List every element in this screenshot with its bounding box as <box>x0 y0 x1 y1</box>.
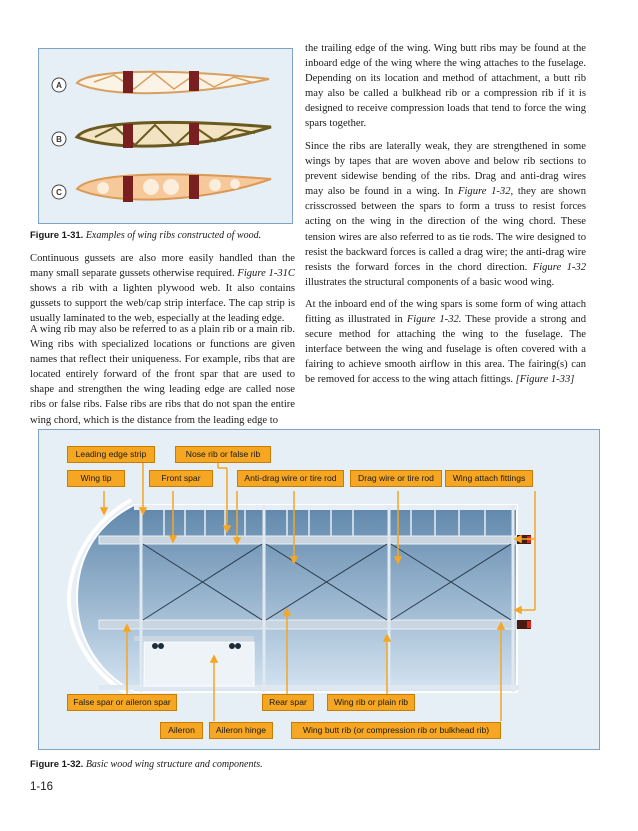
callout-wing-butt-rib: Wing butt rib (or compression rib or bulkhead rib) <box>291 722 501 739</box>
callout-rear-spar: Rear spar <box>262 694 314 711</box>
callout-false-spar: False spar or aileron spar <box>67 694 177 711</box>
rib-a-label: A <box>56 81 62 90</box>
figure-ref-1-32-a: Figure 1-32, <box>457 186 514 198</box>
callout-aileron: Aileron <box>160 722 203 739</box>
wing-planform <box>77 505 517 692</box>
rib-b <box>52 122 271 148</box>
figure-ref-1-33: [Figure 1-33] <box>515 374 575 386</box>
figure-ref-1-32-b: Figure 1-32 <box>532 261 586 273</box>
right-para2-text-a: Since the ribs are laterally weak, they are strengthened in some wings by tapes that are woven above and below rib sections to prevent sidewise bending of the ribs. Drag and anti-drag wires may also be found in a wing. In <box>305 141 586 198</box>
leading-edge-strip <box>134 505 517 510</box>
callout-drag-wire: Drag wire or tire rod <box>350 470 442 487</box>
figure-1-32-caption <box>30 758 430 771</box>
callout-wing-rib: Wing rib or plain rib <box>327 694 415 711</box>
right-paragraph-1: the trailing edge of the wing. Wing butt ribs may be found at the inboard edge of the wing where the wing attaches to the fuselage. Depending on its location and method of attachment, a butt rib may also be called a bulkhead rib or a compression rib if it is designed to receive compression loads that tend to force the wing spars together. <box>305 43 586 130</box>
figure-1-31-caption-label: Figure 1-31. <box>30 230 84 241</box>
figure-1-31 <box>38 48 293 224</box>
figure-1-32 <box>38 429 600 750</box>
false-spar <box>134 636 254 641</box>
right-para2-text-c: illustrates the structural components of a basic wood wing. <box>305 276 555 288</box>
figure-1-32-caption-text: Basic wood wing structure and components. <box>85 759 263 770</box>
right-para3-text-a: At the inboard end of the wing spars is some form of wing attach fitting as illustrated in <box>305 299 586 326</box>
callout-leading-edge-strip: Leading edge strip <box>67 446 155 463</box>
rib-b-label: B <box>56 135 62 144</box>
wing-attach-fittings <box>517 535 531 629</box>
rib-c-label: C <box>56 188 62 197</box>
rib-c <box>52 174 271 202</box>
left-paragraph-1 <box>30 251 295 326</box>
wing-ribs-illustration <box>39 49 292 223</box>
front-spar <box>99 536 519 544</box>
left-paragraph-2: A wing rib may also be referred to as a plain rib or a main rib. Wing ribs with specialized locations or functions are given names that reflect their uniqueness. For example, ribs that are located entirely forward of the front spar that are used to shape and strengthen the wing leading edge are called nose ribs or false ribs. False ribs are ribs that do not span the entire wing chord, which is the distance from the leading edge to <box>30 324 295 426</box>
right-paragraph-3 <box>305 297 586 388</box>
figure-1-31-caption <box>30 229 295 242</box>
callout-aileron-hinge: Aileron hinge <box>209 722 273 739</box>
figure-ref-1-32-c: Figure 1-32. <box>406 314 462 326</box>
figure-1-31-caption-text: Examples of wing ribs constructed of wood. <box>85 230 262 241</box>
left-para1-text-a: Continuous gussets are also more easily handled than the many small separate gussets otherwise required. <box>30 253 295 280</box>
right-para2-text-b: they are shown crisscrossed between the spars to form a truss to resist forces acting on the wing in the direction of the wing chord. These tension wires are also referred to as tie rods. The wire designed to resist the backward forces is called a drag wire; the anti-drag wire resists the forward forces in the chord direction. <box>305 186 587 273</box>
callout-front-spar: Front spar <box>149 470 213 487</box>
figure-ref-1-31c: Figure 1-31C <box>237 268 296 280</box>
callout-anti-drag-wire: Anti-drag wire or tire rod <box>237 470 344 487</box>
right-paragraph-2 <box>305 139 586 290</box>
callout-wing-tip: Wing tip <box>67 470 125 487</box>
page-number: 1-16 <box>30 781 54 793</box>
callout-nose-rib: Nose rib or false rib <box>175 446 271 463</box>
right-para3-text-b: These provide a strong and secure method for attaching the wing to the fuselage. The interface between the wing and fuselage is often covered with a fairing to achieve smooth airflow in this area. The fairing(s) can be removed for access to the wing attach fittings. <box>305 314 587 386</box>
callout-wing-attach-fittings: Wing attach fittings <box>445 470 533 487</box>
rib-a <box>52 71 269 93</box>
rear-spar <box>99 620 519 629</box>
figure-1-32-caption-label: Figure 1-32. <box>30 759 84 770</box>
left-para1-text-b: shows a rib with a lighten plywood web. It also contains gussets to support the web/cap strip interface. The cap strip is usually laminated to the web, especially at the leading edge. <box>30 283 295 325</box>
